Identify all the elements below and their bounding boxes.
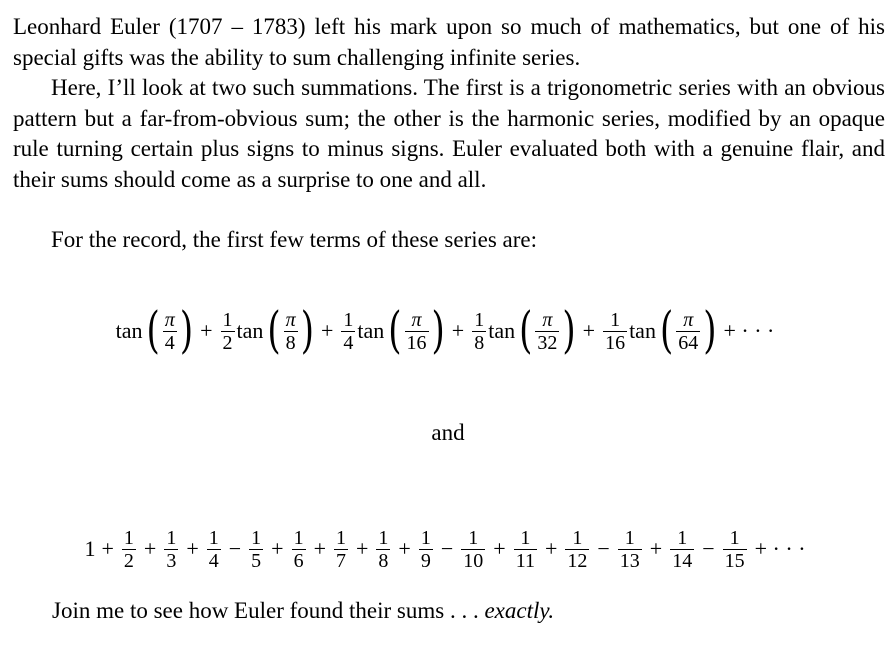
tan-function: tan xyxy=(488,318,516,343)
unit-fraction-numerator: 1 xyxy=(293,526,304,549)
pi-fraction xyxy=(535,309,559,354)
unit-fraction xyxy=(461,527,485,572)
unit-fraction-numerator: 1 xyxy=(572,526,583,549)
unit-fraction xyxy=(207,527,221,572)
coefficient-fraction-denominator: 2 xyxy=(222,331,233,354)
unit-fraction xyxy=(618,527,642,572)
intro-paragraph-1: Leonhard Euler (1707 – 1783) left his mark upon so much of mathematics, but one of his special gifts was the ability to sum challenging infinite series. xyxy=(13,14,885,70)
pi-fraction-denominator: 64 xyxy=(678,331,699,354)
coefficient-fraction-numerator: 1 xyxy=(222,308,233,331)
coefficient-fraction xyxy=(472,309,486,354)
sign: + xyxy=(493,536,506,561)
intro-paragraph-3: For the record, the first few terms of these series are: xyxy=(51,227,538,252)
left-paren: ( xyxy=(659,302,674,360)
sign: + xyxy=(271,536,284,561)
tan-function: tan xyxy=(629,318,656,343)
intro-paragraph-2: Here, I’ll look at two such summations. The first is a trigonometric series with an obvious pattern but a far-from-obvious sum; the other is the harmonic series, modified by an opaque rule turning certain plus signs to minus signs. Euler evaluated both with a genuine flair, and their sums should come as a surprise to one and all. xyxy=(13,75,885,192)
closing-emphasis: exactly. xyxy=(484,598,555,623)
right-paren: ) xyxy=(300,302,314,360)
pi-fraction-denominator: 8 xyxy=(285,331,296,354)
unit-fraction xyxy=(514,527,537,572)
unit-fraction-denominator: 15 xyxy=(724,549,745,572)
coefficient-fraction-denominator: 4 xyxy=(343,331,354,354)
unit-fraction xyxy=(292,527,306,572)
sign: + xyxy=(544,536,558,561)
coefficient-fraction-numerator: 1 xyxy=(610,308,621,331)
pi-fraction xyxy=(405,309,429,354)
coefficient-fraction-numerator: 1 xyxy=(343,308,354,331)
unit-fraction-denominator: 12 xyxy=(567,549,588,572)
sign: + xyxy=(186,536,199,561)
unit-fraction-denominator: 14 xyxy=(672,549,693,572)
pi-fraction-numerator: π xyxy=(285,308,296,331)
connector-word: and xyxy=(431,420,465,445)
sign: − xyxy=(228,536,242,561)
unit-fraction-denominator: 4 xyxy=(208,549,219,572)
tan-function: tan xyxy=(236,318,264,343)
plus-sign: + xyxy=(200,318,213,343)
sign: − xyxy=(702,536,715,561)
modified-harmonic-series-equation xyxy=(0,518,896,580)
coefficient-fraction-denominator: 8 xyxy=(474,331,485,354)
pi-fraction xyxy=(163,309,177,354)
sign: + xyxy=(143,536,157,561)
sign: + xyxy=(356,536,369,561)
unit-fraction-numerator: 1 xyxy=(123,526,134,549)
tan-function: tan xyxy=(115,318,143,343)
coefficient-fraction xyxy=(603,309,627,354)
leading-term: 1 xyxy=(84,536,96,561)
unit-fraction-denominator: 6 xyxy=(293,549,304,572)
left-paren: ( xyxy=(388,302,402,360)
left-paren: ( xyxy=(146,302,160,360)
pi-fraction-denominator: 4 xyxy=(164,331,175,354)
sign: + xyxy=(313,536,326,561)
left-paren: ( xyxy=(519,302,533,360)
unit-fraction-denominator: 2 xyxy=(123,549,134,572)
unit-fraction xyxy=(164,527,178,572)
pi-fraction xyxy=(676,309,700,354)
unit-fraction-numerator: 1 xyxy=(208,526,219,549)
unit-fraction xyxy=(565,527,589,572)
unit-fraction-numerator: 1 xyxy=(336,526,346,549)
unit-fraction-denominator: 5 xyxy=(251,549,262,572)
unit-fraction-numerator: 1 xyxy=(378,526,389,549)
sign: − xyxy=(597,536,610,561)
pi-fraction xyxy=(284,309,298,354)
pi-fraction-denominator: 16 xyxy=(406,331,427,354)
right-paren: ) xyxy=(703,302,717,360)
coefficient-fraction xyxy=(221,309,235,354)
sign: + xyxy=(398,536,411,561)
closing-text: Join me to see how Euler found their sums . . . xyxy=(52,598,485,623)
plus-sign: + xyxy=(451,318,465,343)
coefficient-fraction-numerator: 1 xyxy=(474,308,485,331)
series-tail: + · · · xyxy=(754,536,806,561)
pi-fraction-numerator: π xyxy=(542,308,553,331)
unit-fraction xyxy=(419,527,433,572)
unit-fraction-denominator: 8 xyxy=(378,549,389,572)
unit-fraction xyxy=(670,527,694,572)
unit-fraction-denominator: 3 xyxy=(166,549,177,572)
unit-fraction-denominator: 11 xyxy=(515,549,535,572)
unit-fraction-numerator: 1 xyxy=(468,526,479,549)
right-paren: ) xyxy=(179,302,194,360)
unit-fraction xyxy=(249,527,263,572)
coefficient-fraction-denominator: 16 xyxy=(605,331,626,354)
right-paren: ) xyxy=(562,302,576,360)
unit-fraction-numerator: 1 xyxy=(624,526,635,549)
pi-fraction-denominator: 32 xyxy=(537,331,558,354)
plus-sign: + xyxy=(582,318,596,343)
unit-fraction xyxy=(376,527,390,572)
unit-fraction-denominator: 10 xyxy=(463,549,484,572)
pi-fraction-numerator: π xyxy=(683,308,694,331)
unit-fraction-numerator: 1 xyxy=(520,526,531,549)
pi-fraction-numerator: π xyxy=(411,308,422,331)
sign: − xyxy=(440,536,454,561)
unit-fraction-numerator: 1 xyxy=(166,526,177,549)
unit-fraction-numerator: 1 xyxy=(251,526,262,549)
unit-fraction xyxy=(122,527,136,572)
right-paren: ) xyxy=(431,302,445,360)
coefficient-fraction xyxy=(341,309,355,354)
sign: + xyxy=(101,536,114,561)
pi-fraction-numerator: π xyxy=(164,308,175,331)
unit-fraction xyxy=(723,527,747,572)
unit-fraction-denominator: 9 xyxy=(420,549,431,572)
unit-fraction-numerator: 1 xyxy=(677,526,688,549)
left-paren: ( xyxy=(267,302,281,360)
unit-fraction-numerator: 1 xyxy=(420,526,431,549)
unit-fraction-denominator: 13 xyxy=(619,549,640,572)
closing-sentence xyxy=(52,598,554,624)
tangent-series-equation xyxy=(0,300,896,362)
plus-sign: + xyxy=(320,318,334,343)
sign: + xyxy=(649,536,663,561)
tan-function: tan xyxy=(357,318,385,343)
series-tail: + · · · xyxy=(723,318,775,343)
unit-fraction-numerator: 1 xyxy=(729,526,740,549)
unit-fraction xyxy=(334,527,348,572)
unit-fraction-denominator: 7 xyxy=(336,549,346,572)
